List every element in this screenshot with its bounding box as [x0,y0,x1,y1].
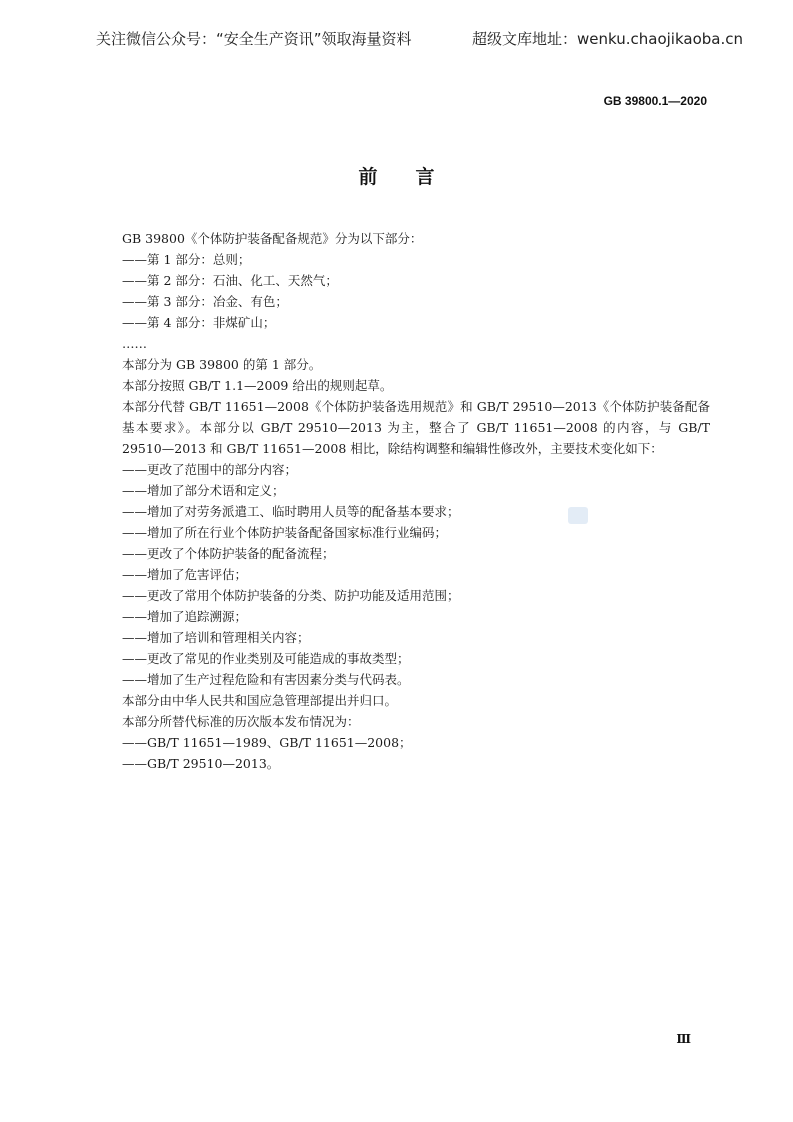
change-item: ——增加了所在行业个体防护装备配备国家标准行业编码； [122,525,448,540]
change-item: ——增加了危害评估； [122,567,248,582]
list-ellipsis: …… [122,336,147,351]
change-item: ——更改了常用个体防护装备的分类、防护功能及适用范围； [122,588,460,603]
banner-library-address: 超级文库地址：wenku.chaojikaoba.cn [472,30,743,48]
change-item: ——更改了个体防护装备的配备流程； [122,546,335,561]
page-number: Ⅲ [676,1032,691,1046]
list-item-part-4: ——第 4 部分：非煤矿山； [122,315,276,330]
list-item-part-1: ——第 1 部分：总则； [122,252,251,267]
paragraph-proposer: 本部分由中华人民共和国应急管理部提出并归口。 [122,693,398,708]
change-item: ——增加了部分术语和定义； [122,483,285,498]
page-title: 前言 [358,166,473,188]
foreword-body [100,228,710,774]
standard-number: GB 39800.1—2020 [603,94,707,108]
list-item-part-2: ——第 2 部分：石油、化工、天然气； [122,273,338,288]
paragraph-intro: GB 39800《个体防护装备配备规范》分为以下部分： [122,231,423,246]
change-item: ——更改了范围中的部分内容； [122,462,298,477]
paragraph-part-statement: 本部分为 GB 39800 的第 1 部分。 [122,357,322,372]
version-item: ——GB/T 29510—2013。 [122,756,280,771]
version-item: ——GB/T 11651—1989、GB/T 11651—2008； [122,735,412,750]
list-item-part-3: ——第 3 部分：冶金、有色； [122,294,288,309]
paragraph-drafting-rules: 本部分按照 GB/T 1.1—2009 给出的规则起草。 [122,378,393,393]
paragraph-replacement: 本部分代替 GB/T 11651—2008《个体防护装备选用规范》和 GB/T 29510—2013《个体防护装备配备基本要求》。本部分以 GB/T 29510—2013 为主，整合了 GB/T 11651—2008 的内容，与 GB/T 29510—2013 和 GB/T 11651—2008 相比，除结构调整和编辑性修改外，主要技术变化如下： [122,399,710,456]
change-item: ——增加了生产过程危险和有害因素分类与代码表。 [122,672,410,687]
banner-wechat-notice: 关注微信公众号：“安全生产资讯”领取海量资料 [96,30,412,48]
change-item: ——增加了追踪溯源； [122,609,248,624]
change-item: ——增加了对劳务派遣工、临时聘用人员等的配备基本要求； [122,504,460,519]
watermark-stamp [568,507,588,524]
change-item: ——更改了常见的作业类别及可能造成的事故类型； [122,651,410,666]
paragraph-version-history: 本部分所替代标准的历次版本发布情况为： [122,714,360,729]
change-item: ——增加了培训和管理相关内容； [122,630,310,645]
